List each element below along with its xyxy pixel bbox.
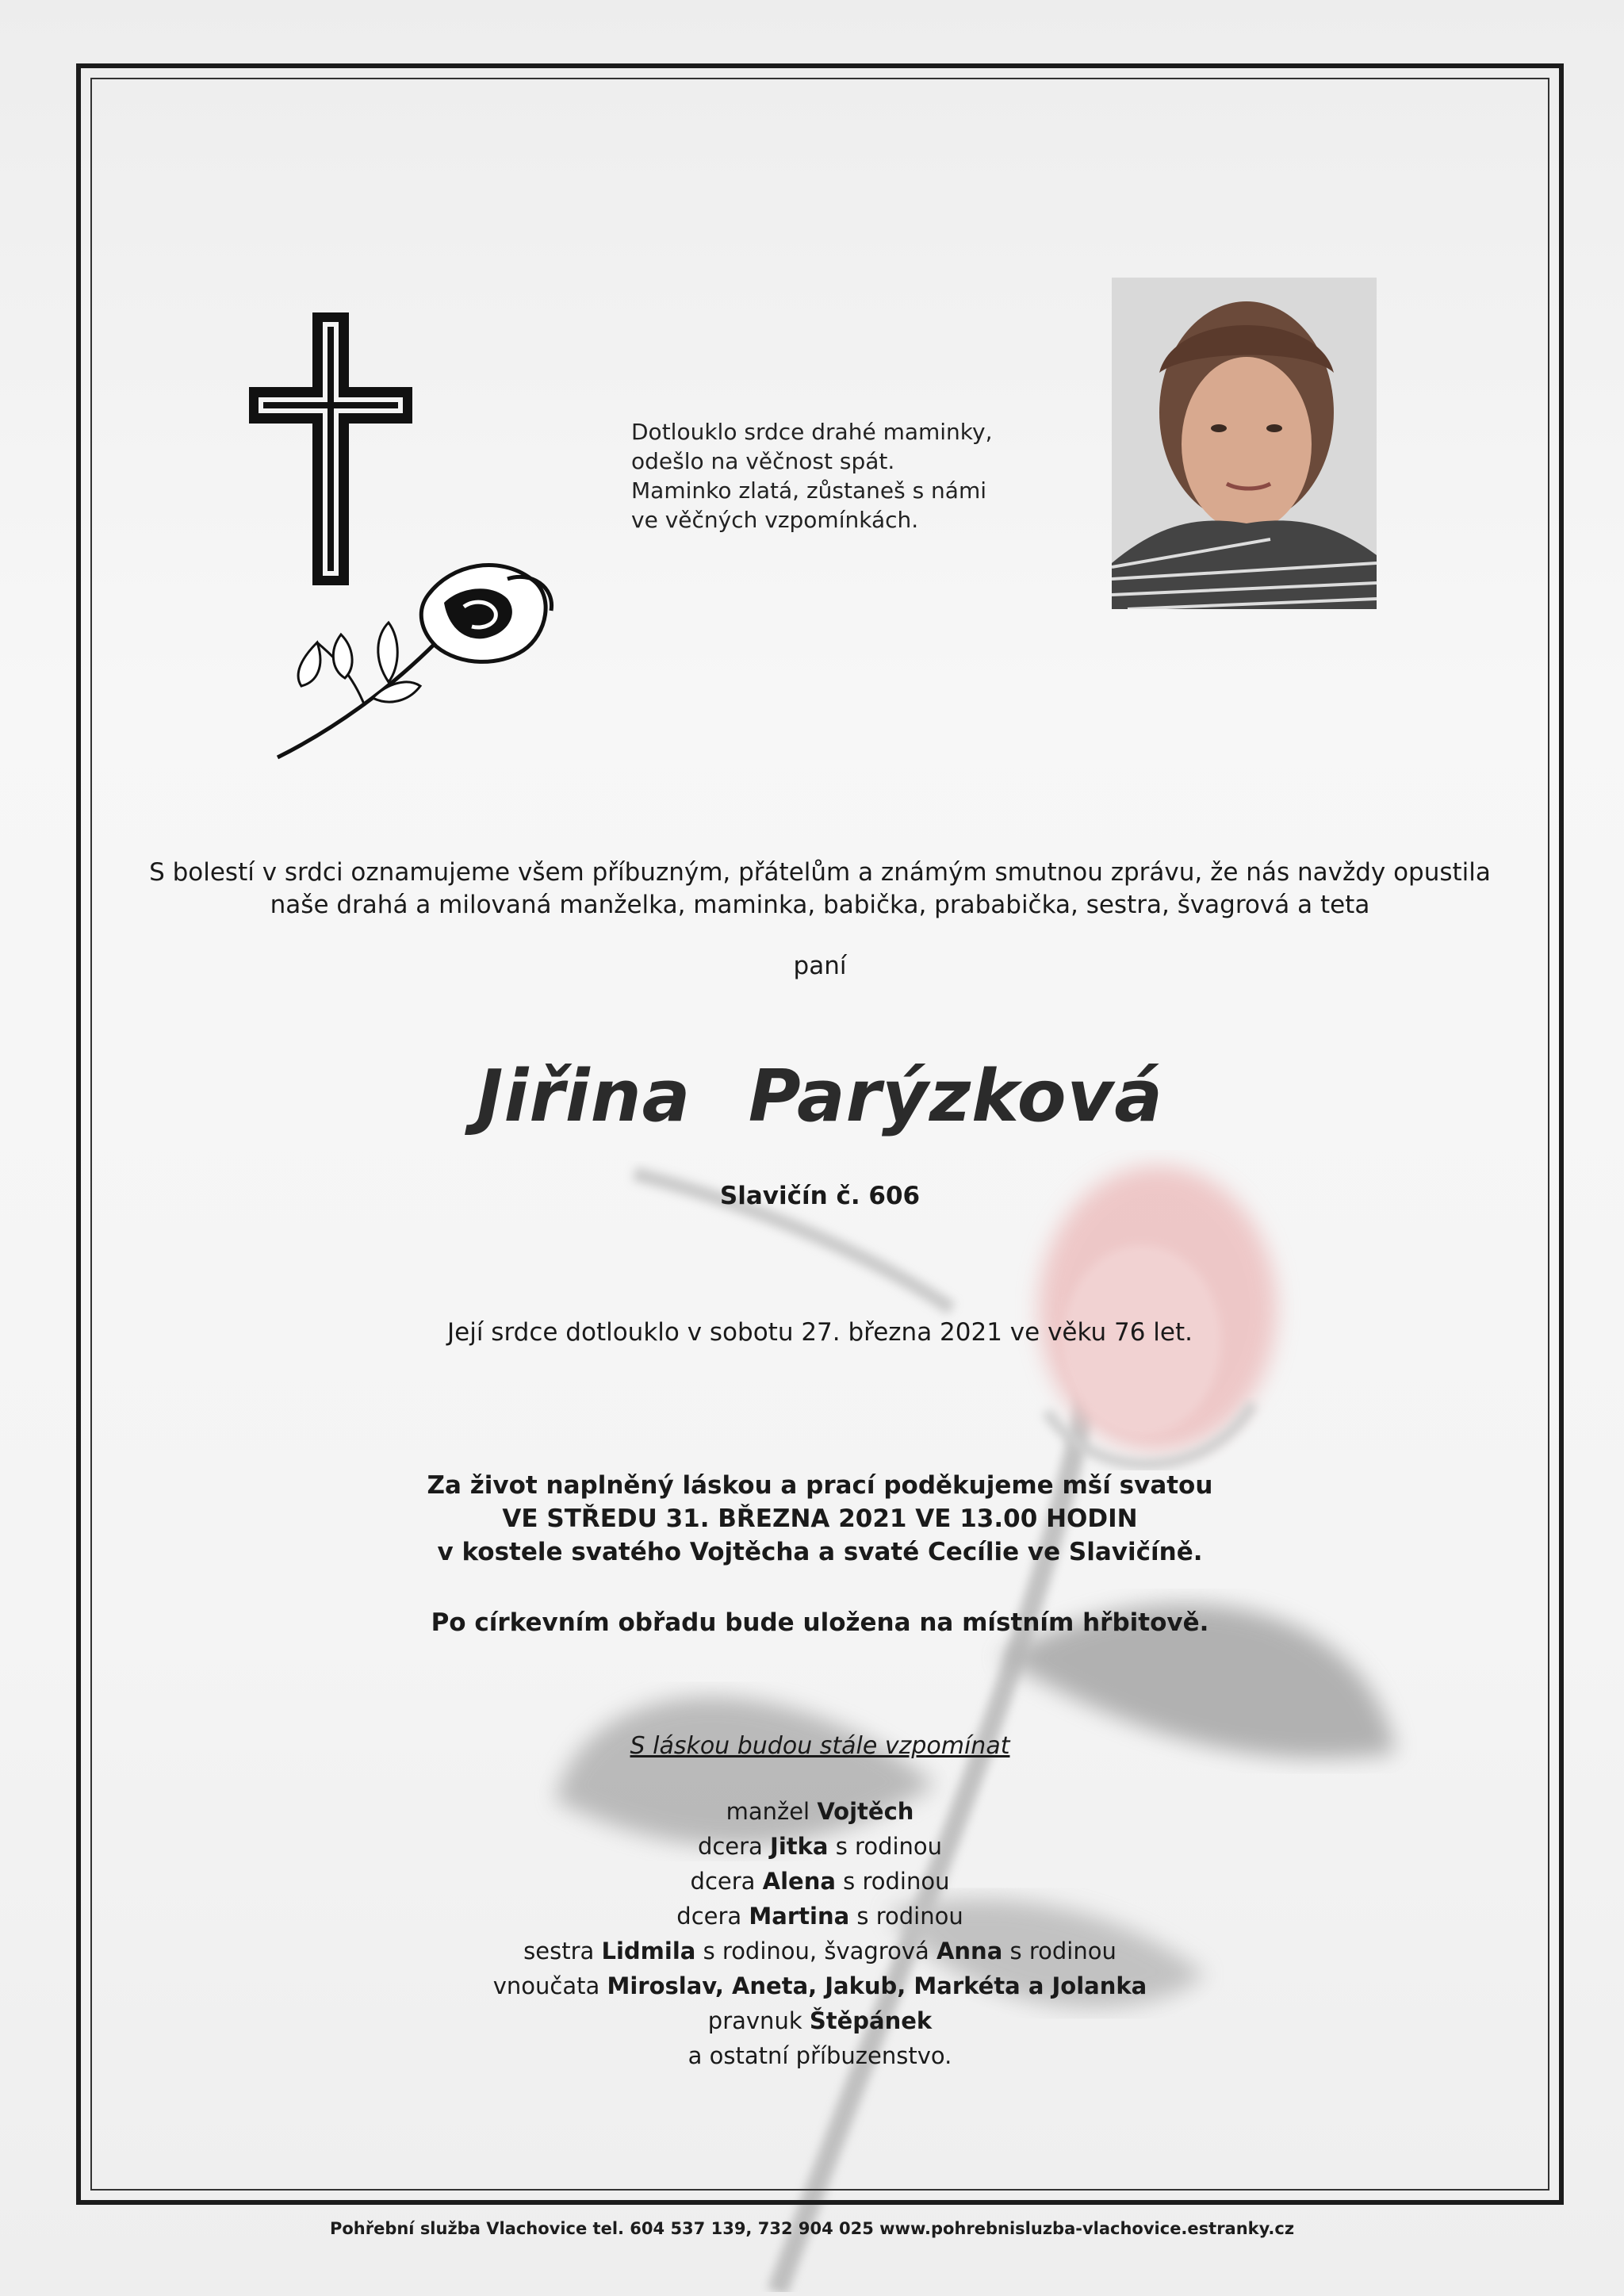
announcement-line: naše drahá a milovaná manželka, maminka, babička, prababička, sestra, švagrová a teta [270, 891, 1370, 919]
funeral-date: VE STŘEDU 31. BŘEZNA 2021 VE 13.00 HODIN [502, 1504, 1138, 1533]
mourner-name: Anna [936, 1938, 1003, 1964]
funeral-place: v kostele svatého Vojtěcha a svaté Cecílie ve Slavičíně. [437, 1538, 1203, 1566]
mourner-row [90, 1864, 1549, 1899]
mourner-relation: s rodinou [1002, 1938, 1116, 1964]
memorial-verse [631, 417, 1044, 535]
verse-line: ve věčných vzpomínkách. [631, 507, 919, 533]
mourner-relation: s rodinou [849, 1903, 963, 1930]
mourner-relation: a ostatní příbuzenstvo. [688, 2042, 952, 2069]
mourner-name: Štěpánek [809, 2007, 933, 2034]
verse-line: odešlo na věčnost spát. [631, 448, 895, 474]
burial-notice: Po církevním obřadu bude uložena na místním hřbitově. [431, 1608, 1209, 1637]
mourner-row [90, 1794, 1549, 1829]
mourner-relation: sestra [523, 1938, 602, 1964]
mourner-relation: dcera [676, 1903, 749, 1930]
mourner-row [90, 2038, 1549, 2073]
mourner-relation: vnoučata [492, 1972, 607, 1999]
mourner-row [90, 1934, 1549, 1968]
mourner-row [90, 1968, 1549, 2003]
funeral-details [90, 1469, 1549, 1569]
mourner-row [90, 1899, 1549, 1934]
death-notice: Její srdce dotlouklo v sobotu 27. března 2021 ve věku 76 let. [447, 1318, 1193, 1347]
deceased-last-name: Parýzková [748, 1055, 1163, 1138]
announcement-line: S bolestí v srdci oznamujeme všem příbuzným, přátelům a známým smutnou zprávu, že nás navždy opustila [149, 858, 1491, 887]
deceased-address: Slavičín č. 606 [719, 1182, 921, 1210]
mourner-relation: s rodinou [828, 1833, 943, 1860]
mourner-relation: s rodinou [835, 1868, 950, 1895]
deceased-name [90, 1055, 1549, 1138]
mourner-row [90, 1829, 1549, 1864]
title-prefix: paní [793, 952, 847, 980]
mourner-name: Jitka [770, 1833, 829, 1860]
mourner-name: Martina [749, 1903, 850, 1930]
verse-line: Maminko zlatá, zůstaneš s námi [631, 477, 987, 504]
mourner-relation: s rodinou, švagrová [695, 1938, 936, 1964]
funeral-line: Za život naplněný láskou a prací poděkujeme mší svatou [427, 1471, 1213, 1500]
deceased-first-name: Jiřina [477, 1055, 691, 1138]
mourner-row [90, 2003, 1549, 2038]
cross-icon [249, 312, 412, 585]
funeral-service-footer: Pohřební služba Vlachovice tel. 604 537 139, 732 904 025 www.pohrebnisluzba-vlachovice.estranky.cz [329, 2219, 1295, 2238]
mourner-name: Lidmila [601, 1938, 696, 1964]
mourner-relation: manžel [726, 1798, 818, 1825]
mourner-name: Alena [762, 1868, 836, 1895]
mourner-relation: dcera [690, 1868, 763, 1895]
mourner-name: Vojtěch [817, 1798, 914, 1825]
portrait-photo [1112, 278, 1377, 609]
rose-icon [270, 547, 563, 777]
announcement [90, 857, 1549, 922]
verse-line: Dotlouklo srdce drahé maminky, [631, 419, 993, 445]
mourner-relation: dcera [697, 1833, 771, 1860]
mourners-title: S láskou budou stále vzpomínat [630, 1732, 1010, 1760]
mourner-name: Miroslav, Aneta, Jakub, Markéta a Jolanka [607, 1972, 1147, 1999]
mourner-relation: pravnuk [707, 2007, 810, 2034]
mourners-list [90, 1794, 1549, 2073]
